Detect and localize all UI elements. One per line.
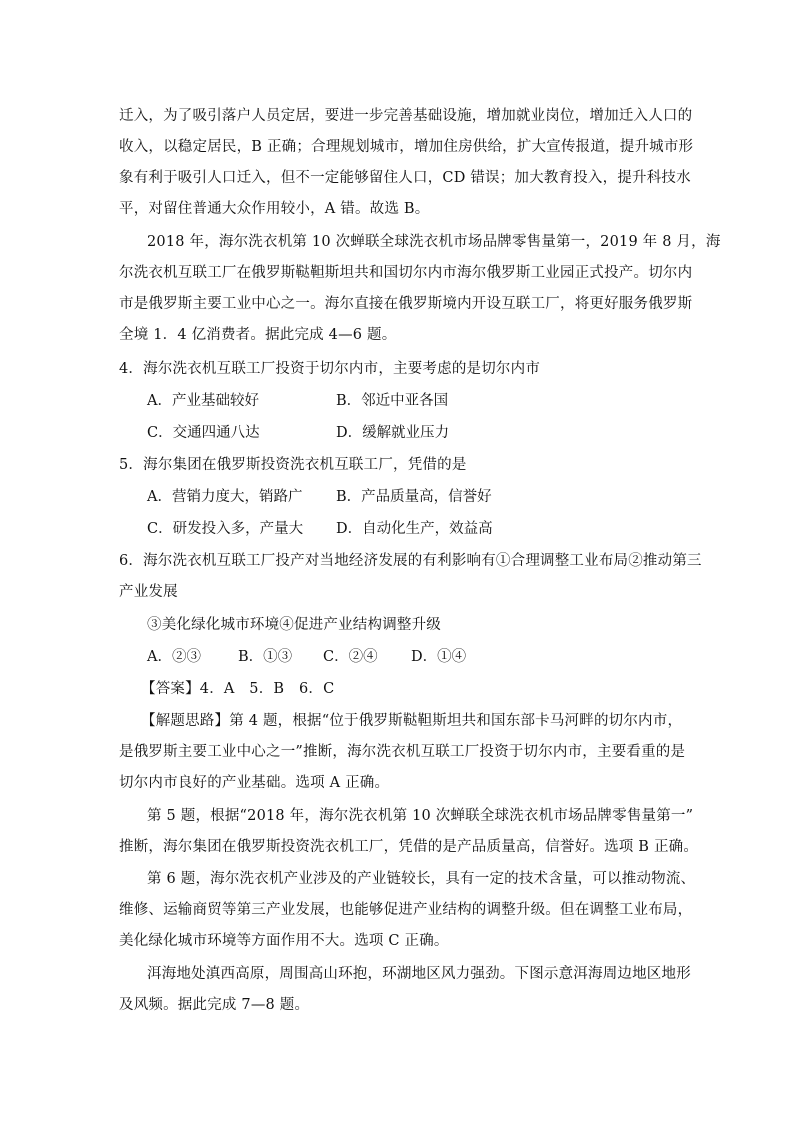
- q4-option-b: B．邻近中亚各国: [336, 393, 449, 409]
- text-line: 2018 年，海尔洗衣机第 10 次蝉联全球洗衣机市场品牌零售量第一，2019 年 8 月，海: [147, 234, 721, 250]
- q6-option-c: C．②④: [323, 649, 378, 665]
- answer-line: 【答案】4．A 5．B 6．C: [141, 681, 335, 697]
- question-6-stem: ③美化绿化城市环境④促进产业结构调整升级: [147, 617, 441, 633]
- q4-option-a: A．产业基础较好: [147, 393, 259, 409]
- text-line: 全境 1．4 亿消费者。据此完成 4—6 题。: [119, 327, 397, 343]
- text-line: 平，对留住普通大众作用较小，A 错。故选 B。: [119, 201, 430, 217]
- q6-option-b: B．①③: [238, 649, 293, 665]
- text-line: 迁入，为了吸引落户人员定居，要进一步完善基础设施，增加就业岗位，增加迁入人口的: [119, 108, 693, 124]
- analysis-line: 第 6 题，海尔洗衣机产业涉及的产业链较长，具有一定的技术含量，可以推动物流、: [147, 871, 696, 887]
- analysis-line: 推断，海尔集团在俄罗斯投资洗衣机工厂，凭借的是产品质量高，信誉好。选项 B 正确。: [119, 839, 699, 855]
- analysis-line: 【解题思路】第 4 题，根据“位于俄罗斯鞑靼斯坦共和国东部卡马河畔的切尔内市，: [141, 713, 683, 729]
- question-5-stem: 5．海尔集团在俄罗斯投资洗衣机互联工厂，凭借的是: [119, 457, 467, 473]
- question-4-stem: 4．海尔洗衣机互联工厂投资于切尔内市，主要考虑的是切尔内市: [119, 361, 541, 377]
- text-line: 及风频。据此完成 7—8 题。: [119, 997, 310, 1013]
- q5-option-d: D．自动化生产，效益高: [336, 521, 493, 537]
- question-6-stem: 产业发展: [119, 584, 178, 600]
- text-line: 收入，以稳定居民，B 正确；合理规划城市，增加住房供给，扩大宣传报道，提升城市形: [119, 139, 694, 155]
- text-line: 象有利于吸引人口迁入，但不一定能够留住人口，CD 错误；加大教育投入，提升科技水: [119, 170, 691, 186]
- question-6-stem: 6．海尔洗衣机互联工厂投产对当地经济发展的有利影响有①合理调整工业布局②推动第三: [119, 553, 702, 569]
- q5-option-c: C．研发投入多，产量大: [147, 521, 304, 537]
- text-line: 尔洗衣机互联工厂在俄罗斯鞑靼斯坦共和国切尔内市海尔俄罗斯工业园正式投产。切尔内: [119, 265, 693, 281]
- q4-option-d: D．缓解就业压力: [336, 425, 450, 441]
- q4-option-c: C．交通四通八达: [147, 425, 260, 441]
- analysis-line: 第 5 题，根据“2018 年，海尔洗衣机第 10 次蝉联全球洗衣机市场品牌零售量第一”: [147, 808, 694, 824]
- q6-option-d: D．①④: [411, 649, 467, 665]
- analysis-line: 切尔内市良好的产业基础。选项 A 正确。: [119, 775, 390, 791]
- q5-option-b: B．产品质量高，信誉好: [336, 489, 492, 505]
- text-line: 洱海地处滇西高原，周围高山环抱，环湖地区风力强劲。下图示意洱海周边地区地形: [147, 966, 691, 982]
- analysis-line: 维修、运输商贸等第三产业发展，也能够促进产业结构的调整升级。但在调整工业布局，: [119, 902, 693, 918]
- analysis-line: 是俄罗斯主要工业中心之一”推断，海尔洗衣机互联工厂投资于切尔内市，主要看重的是: [119, 744, 686, 760]
- analysis-line: 美化绿化城市环境等方面作用不大。选项 C 正确。: [119, 933, 449, 949]
- q6-option-a: A．②③: [147, 649, 201, 665]
- q5-option-a: A．营销力度大，销路广: [147, 489, 303, 505]
- text-line: 市是俄罗斯主要工业中心之一。海尔直接在俄罗斯境内开设互联工厂，将更好服务俄罗斯: [119, 296, 693, 312]
